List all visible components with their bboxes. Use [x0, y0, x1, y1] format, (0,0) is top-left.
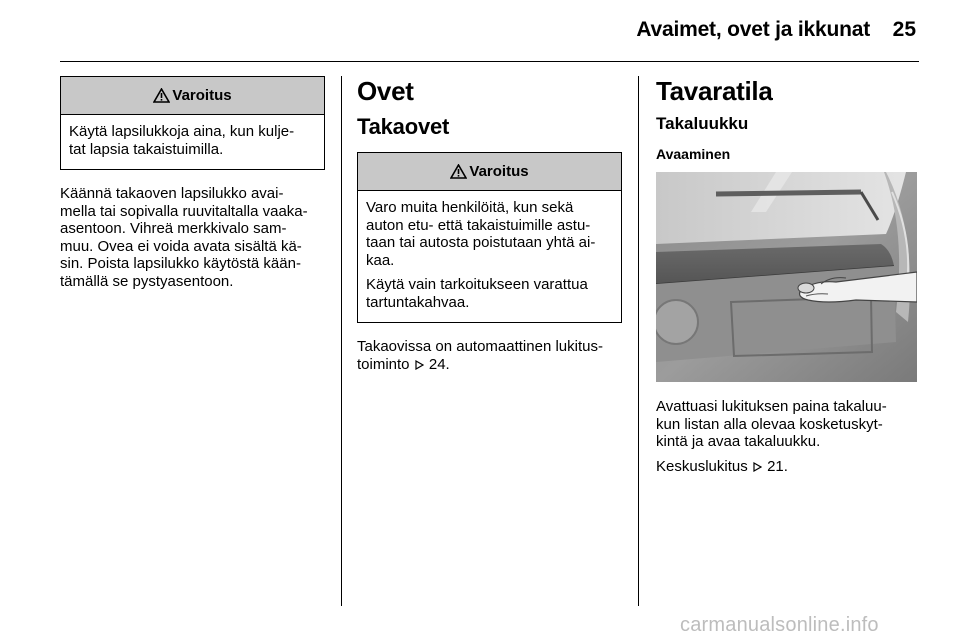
column-1: [60, 76, 325, 297]
warning-body: [358, 191, 621, 322]
warning-header: [61, 77, 324, 115]
auto-lock-paragraph: [357, 338, 622, 373]
tailgate-opening-paragraph: Avattuasi lukituksen paina takaluu- kun listan alla olevaa kosketuskyt- kintä ja avaa takaluukku.: [656, 398, 887, 450]
subsubsection-heading: Avaaminen: [656, 146, 731, 162]
auto-lock-text: Takaovissa on automaattinen lukitus- toiminto: [357, 338, 603, 373]
warning-header: [358, 153, 621, 191]
column-2: [357, 76, 622, 380]
column-divider: [638, 76, 639, 606]
section-heading: Ovet: [357, 76, 414, 106]
warning-text: Varo muita henkilöitä, kun sekä auton etu- että takaistuimille astu- taan tai autosta poistutaan yhtä ai- kaa.: [366, 199, 596, 269]
running-header-title: Avaimet, ovet ja ikkunat: [636, 18, 870, 41]
subsection-heading: Takaovet: [357, 114, 450, 139]
child-lock-paragraph: Käännä takaoven lapsilukko avai- mella tai sopivalla ruuvitaltalla vaaka- asentoon. Vihreä merkkivalo sam- muu. Ovea ei voida avata sisältä kä- sin. Poista lapsilukko käytöstä kään- tämällä se pystyasentoon.: [60, 185, 308, 290]
page-reference-link[interactable]: 21.: [767, 457, 788, 475]
cross-reference-arrow-icon: [415, 360, 424, 370]
warning-box: [357, 152, 622, 323]
page-number: 25: [892, 18, 916, 41]
header-rule: [60, 61, 919, 62]
column-divider: [341, 76, 342, 606]
warning-title: Varoitus: [172, 86, 232, 104]
section-heading: Tavaratila: [656, 76, 773, 106]
warning-triangle-icon: [153, 88, 170, 103]
warning-box: [60, 76, 325, 170]
watermark: carmanualsonline.info: [680, 614, 879, 636]
column-3: [656, 76, 921, 482]
warning-triangle-icon: [450, 164, 467, 179]
central-locking-text: Keskuslukitus: [656, 457, 748, 475]
tailgate-photo: [656, 172, 917, 382]
warning-text: Käytä lapsilukkoja aina, kun kulje- tat lapsia takaistuimilla.: [69, 123, 295, 158]
subsection-heading: Takaluukku: [656, 114, 749, 133]
warning-body: [61, 115, 324, 169]
cross-reference-arrow-icon: [753, 462, 762, 472]
page-reference-link[interactable]: 24.: [428, 355, 450, 373]
warning-text: Käytä vain tarkoitukseen varattua tartuntakahvaa.: [366, 276, 588, 311]
warning-title: Varoitus: [469, 162, 529, 180]
central-locking-paragraph: [656, 458, 921, 476]
